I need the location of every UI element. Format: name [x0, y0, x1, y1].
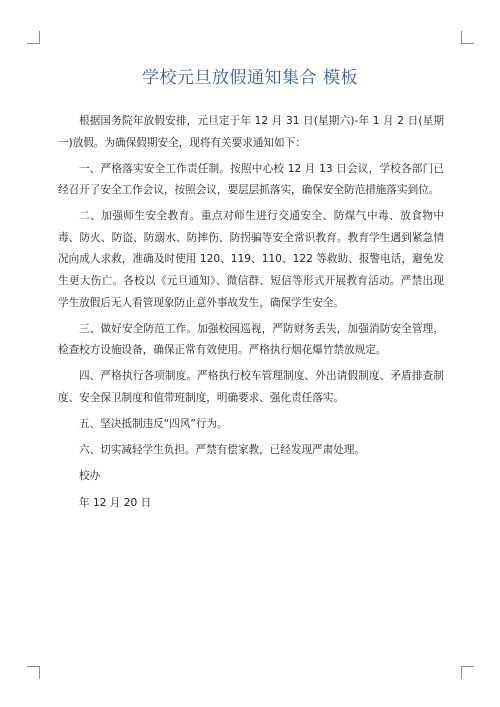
- paragraph-item-6: 六、切实减轻学生负担。严禁有偿家教，已经发现严肃处理。: [79, 443, 366, 456]
- crop-mark-bottom-left: [27, 666, 40, 679]
- paragraph-item-3: 三、做好安全防范工作。加强校园巡视，严防财务丢失，加强消防安全管理，检查校方设施设备，确保正常有效使用。严格执行烟花爆竹禁放规定。: [58, 322, 444, 357]
- paragraph-item-5: 五、坚决抵制违反“四风”行为。: [79, 417, 228, 430]
- crop-mark-top-right: [461, 31, 474, 44]
- document-body: [58, 111, 444, 515]
- document-title: 学校元旦放假通知集合 模板: [142, 68, 358, 88]
- paragraph-item-4: 四、严格执行各项制度。严格执行校车管理制度、外出请假制度、矛盾排查制度、安全保卫制度和值带班制度，明确要求、强化责任落实。: [58, 370, 444, 404]
- crop-mark-top-left: [27, 31, 40, 44]
- signature: 校办: [79, 469, 101, 482]
- crop-mark-bottom-right: [461, 666, 474, 679]
- paragraph-intro: 根据国务院年放假安排，元旦定于年 12 月 31 日(星期六)-年 1 月 2 日(星期一)放假。为确保假期安全，现将有关要求通知如下：: [58, 115, 444, 149]
- paragraph-item-1: 一、严格落实安全工作责任制。按照中心校 12 月 13 日会议，学校各部门已经召开了安全工作会议，按照会议，要层层抓落实，确保安全防范措施落实到位。: [58, 162, 444, 197]
- paragraph-item-2: 二、加强师生安全教育。重点对师生进行交通安全、防煤气中毒、放食物中毒、防火、防盗、防溺水、防摔伤、防拐骗等安全常识教育。教育学生遇到紧急情况向成人求救，准确及时使用 120、119、110、122 等救助、报警电话，避免发生更大伤亡。各校以《元旦通知》、微信群、短信等形式开展教育活动。严禁出现学生放假后无人看管现象防止意外事故发生，确保学生安全。: [58, 210, 444, 309]
- issue-date: 年 12 月 20 日: [79, 497, 152, 510]
